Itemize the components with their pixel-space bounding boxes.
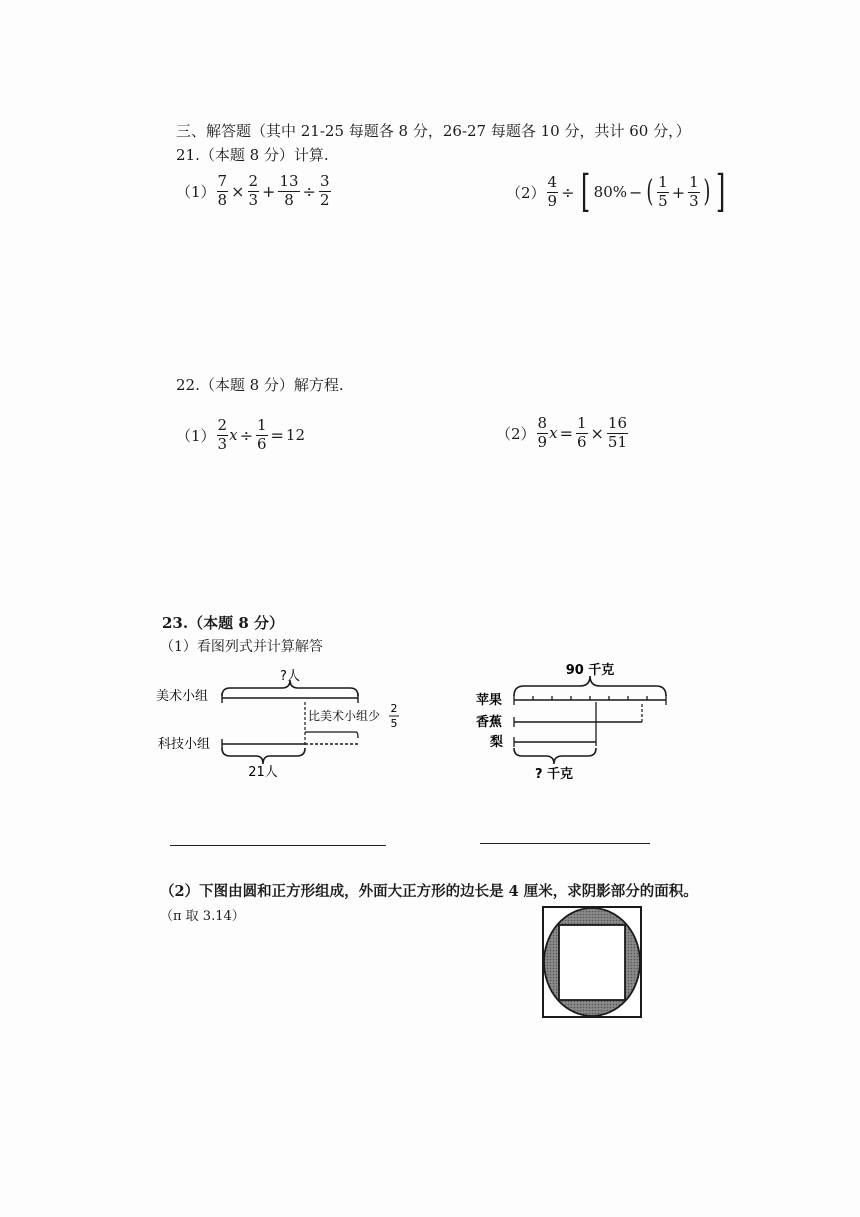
top-brace: [514, 676, 666, 696]
circle-square-figure: [540, 904, 644, 1020]
percent-value: 80%: [593, 183, 628, 201]
operator: ÷: [302, 181, 316, 201]
fraction: $\frac{7}{8}$: [217, 172, 228, 209]
row-label-tech-group: 科技小组: [158, 737, 211, 752]
fraction: $\frac{13}{8}$: [279, 172, 299, 209]
bottom-brace: [222, 748, 305, 764]
operator: ÷: [561, 182, 575, 202]
q21-p2-label: （2）: [506, 183, 546, 202]
fraction: $\frac{4}{9}$: [547, 172, 558, 210]
left-paren: (: [646, 174, 654, 209]
row-label-apple: 苹果: [476, 693, 503, 708]
answer-line-right: [480, 843, 650, 844]
operator: ÷: [239, 425, 253, 445]
q22-part2: [496, 416, 629, 451]
row-label-pear: 梨: [490, 735, 504, 750]
diagram-bottom-label: 21人: [248, 765, 278, 780]
variable-x: x: [549, 424, 558, 443]
fraction: $\frac{8}{9}$: [537, 414, 548, 451]
top-brace: [222, 680, 358, 696]
q21-title: 21.（本题 8 分）计算.: [176, 146, 329, 164]
operator: ×: [590, 423, 604, 443]
line-segment-diagram-fruit: [470, 656, 680, 786]
difference-brace: [305, 732, 358, 738]
q23-sub2: （2）下图由圆和正方形组成，外面大正方形的边长是 4 厘米，求阴影部分的面积。: [160, 883, 698, 900]
diagram-top-label: ?人: [280, 669, 300, 684]
bottom-brace: [514, 748, 596, 764]
fraction: $\frac{2}{3}$: [217, 416, 228, 453]
right-paren: ): [702, 174, 711, 209]
operator: −: [629, 182, 643, 202]
fraction: $\frac{3}{2}$: [319, 172, 330, 209]
equals-sign: =: [559, 423, 573, 443]
q22-title: 22.（本题 8 分）解方程.: [176, 376, 344, 394]
row-label-banana: 香蕉: [476, 715, 503, 730]
fraction: $\frac{1}{3}$: [689, 172, 699, 210]
q22-part1: [176, 418, 305, 453]
fraction: $\frac{1}{5}$: [658, 172, 668, 210]
note-frac-denominator: 5: [390, 717, 398, 730]
fraction: $\frac{1}{6}$: [256, 416, 267, 453]
q22-p1-label: （1）: [176, 426, 216, 445]
q21-part2: [506, 166, 730, 217]
q23-title: 23.（本题 8 分）: [162, 614, 284, 632]
diagram-top-label: 90 千克: [565, 663, 615, 678]
q21-p1-label: （1）: [176, 182, 216, 201]
inner-square: [559, 925, 625, 1000]
left-bracket: [: [580, 166, 590, 217]
rhs-value: 12: [285, 426, 306, 445]
answer-line-left: [170, 845, 386, 846]
q22-p2-label: （2）: [496, 424, 536, 443]
note-frac-numerator: 2: [390, 702, 398, 715]
diagram-bottom-label: ? 千克: [534, 767, 574, 782]
operator: +: [671, 182, 686, 202]
row-label-art-group: 美术小组: [156, 689, 209, 704]
difference-note: 比美术小组少: [308, 709, 381, 723]
fraction: $\frac{16}{51}$: [607, 414, 628, 451]
q21-part1: [176, 174, 332, 209]
operator: +: [262, 181, 276, 201]
fraction: $\frac{2}{3}$: [248, 172, 259, 209]
equals-sign: =: [270, 425, 284, 445]
operator: ×: [231, 181, 245, 201]
fraction: $\frac{1}{6}$: [576, 414, 587, 451]
pi-note: （π 取 3.14）: [160, 909, 245, 924]
section-header: 三、解答题（其中 21-25 每题各 8 分，26-27 每题各 10 分，共计 60 分，）: [176, 122, 691, 140]
variable-x: x: [229, 426, 238, 445]
q23-sub1: （1）看图列式并计算解答: [160, 639, 323, 655]
line-segment-diagram-groups: [150, 660, 420, 780]
right-bracket: ]: [716, 166, 726, 217]
